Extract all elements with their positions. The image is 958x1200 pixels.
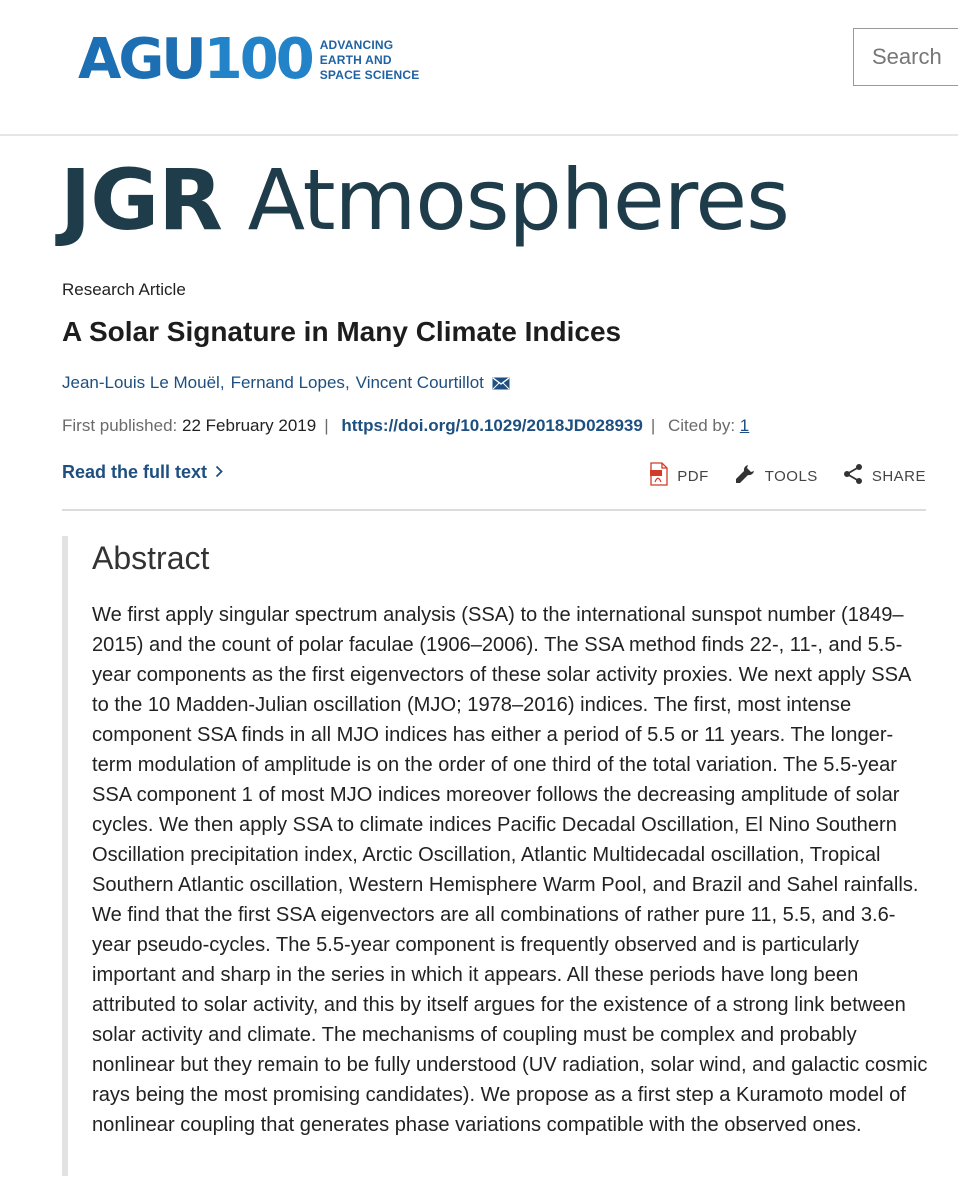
tools-label: TOOLS (764, 467, 818, 485)
cited-by-count[interactable]: 1 (739, 416, 750, 435)
first-published-label: First published: (62, 416, 178, 435)
first-published-date: 22 February 2019 (182, 416, 317, 435)
cited-by-label: Cited by: (667, 416, 736, 435)
article-tools (625, 462, 926, 490)
author-list: Jean-Louis Le Mouël, Fernand Lopes, Vincent Courtillot (62, 373, 510, 395)
logo-tagline: ADVANCING EARTH AND SPACE SCIENCE (319, 37, 420, 82)
author-link[interactable]: Vincent Courtillot (355, 373, 484, 392)
pdf-icon (649, 462, 669, 490)
share-button[interactable] (842, 463, 926, 489)
wrench-icon (733, 462, 757, 490)
pdf-label: PDF (677, 467, 709, 485)
chevron-right-icon (215, 462, 223, 483)
share-label: SHARE (871, 467, 926, 485)
doi-link[interactable]: https://doi.org/10.1029/2018JD028939 (341, 416, 643, 435)
article-type: Research Article (62, 280, 186, 299)
tools-button[interactable] (733, 462, 818, 490)
share-icon (842, 463, 864, 489)
abstract-text: We first apply singular spectrum analysis (SSA) to the international sunspot number (1849–2015) and the count of polar faculae (1906–2006). The SSA method finds 22-, 11-, and 5.5-year components as the first eigenvectors of these solar activity proxies. We next apply SSA to the 10 Madden-Julian oscillation (MJO; 1978–2016) indices. The first, most intense component SSA finds in all MJO indices has either a period of 5.5 or 11 years. The longer-term modulation of amplitude is on the order of one third of the total variation. The 5.5-year SSA component 1 of most MJO indices moreover follows the decreasing amplitude of solar cycles. We then apply SSA to climate indices Pacific Decadal Oscillation, El Nino Southern Oscillation precipitation index, Arctic Oscillation, Atlantic Multidecadal oscillation, Tropical Southern Atlantic oscillation, Western Hemisphere Warm Pool, and Brazil and Sahel rainfalls. We find that the first SSA eigenvectors are all combinations of rather pure 11, 5.5, and 3.6-year pseudo-cycles. The 5.5-year component is frequently observed and is particularly important and sharp in the series in which it appears. All these periods have long been attributed to solar activity, and this by itself argues for the existence of a strong link between solar activity and climate. The mechanisms of coupling must be complex and probably nonlinear but they remain to be fully understood (UV radiation, solar wind, and galactic cosmic rays being the most promising candidates). We propose as a first step a Kuramoto model of nonlinear coupling that generates phase variations compatible with the observed ones. (92, 604, 928, 1136)
search-box[interactable] (853, 28, 958, 86)
journal-title[interactable]: JGR Atmospheres (60, 151, 789, 249)
abstract-section (62, 536, 928, 1176)
article-title: A Solar Signature in Many Climate Indices (62, 316, 622, 347)
abstract-heading: Abstract (92, 540, 210, 576)
pdf-button[interactable] (649, 462, 709, 490)
agu100-logo[interactable] (78, 27, 420, 92)
search-input[interactable] (854, 29, 958, 85)
author-link[interactable]: Jean-Louis Le Mouël (62, 373, 220, 392)
email-icon[interactable] (492, 375, 510, 395)
section-divider (62, 509, 926, 511)
site-header (0, 0, 958, 136)
author-link[interactable]: Fernand Lopes (230, 373, 345, 392)
logo-text-100: 100 (203, 27, 312, 92)
publication-info: First published: 22 February 2019 | https://doi.org/10.1029/2018JD028939 | Cited by: 1 (62, 416, 750, 435)
logo-text-agu: AGU (78, 27, 204, 92)
read-full-text-link[interactable]: Read the full text (62, 462, 223, 483)
